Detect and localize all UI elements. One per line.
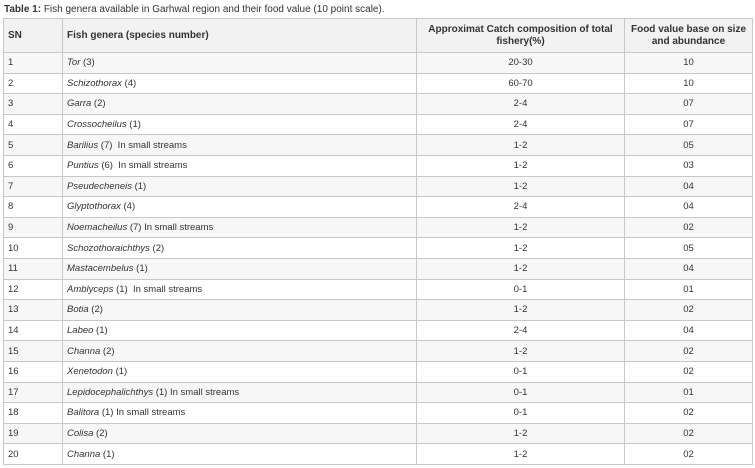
- header-catch-composition: Approximat Catch composition of total fishery(%): [417, 19, 625, 53]
- species-count: (1): [93, 325, 108, 337]
- cell-sn: 4: [4, 114, 63, 135]
- species-count: (1): [126, 119, 141, 131]
- cell-sn: 16: [4, 361, 63, 382]
- cell-fish-genus: [63, 361, 417, 382]
- cell-fish-genus: [63, 403, 417, 424]
- cell-catch-composition: 1-2: [417, 176, 625, 197]
- genus-name: Channa: [67, 345, 101, 357]
- cell-sn: 15: [4, 341, 63, 362]
- cell-fish-genus: [63, 238, 417, 259]
- species-count: (1): [133, 263, 148, 275]
- genus-name: Mastacembelus: [67, 263, 134, 275]
- table-row: [4, 238, 753, 259]
- cell-food-value: 01: [625, 382, 753, 403]
- genus-name: Xenetodon: [67, 366, 113, 378]
- cell-catch-composition: 1-2: [417, 341, 625, 362]
- table-row: [4, 73, 753, 94]
- cell-food-value: 02: [625, 444, 753, 465]
- cell-fish-genus: [63, 423, 417, 444]
- genus-name: Barilius: [67, 139, 99, 151]
- cell-catch-composition: 20-30: [417, 53, 625, 74]
- cell-food-value: 10: [625, 53, 753, 74]
- table-row: [4, 444, 753, 465]
- table-row: [4, 258, 753, 279]
- table-caption: [4, 3, 385, 16]
- cell-catch-composition: 2-4: [417, 197, 625, 218]
- cell-catch-composition: 1-2: [417, 217, 625, 238]
- species-count: (3): [80, 57, 95, 69]
- habitat-note: In small streams: [167, 386, 240, 398]
- cell-sn: 2: [4, 73, 63, 94]
- species-count: (1): [100, 448, 115, 460]
- species-count: (2): [91, 98, 106, 110]
- species-count: (1): [131, 180, 147, 192]
- species-count: (4): [121, 77, 137, 89]
- header-food-value: Food value base on size and abundance: [625, 19, 753, 53]
- species-count: (2): [88, 304, 103, 316]
- cell-food-value: 02: [625, 403, 753, 424]
- table-row: [4, 320, 753, 341]
- table-row: [4, 300, 753, 321]
- cell-catch-composition: 1-2: [417, 238, 625, 259]
- cell-sn: 17: [4, 382, 63, 403]
- cell-fish-genus: [63, 444, 417, 465]
- table-row: [4, 155, 753, 176]
- cell-sn: 18: [4, 403, 63, 424]
- cell-sn: 9: [4, 217, 63, 238]
- species-count: (7): [98, 139, 113, 151]
- genus-name: Amblyceps: [67, 283, 114, 295]
- cell-fish-genus: [63, 73, 417, 94]
- cell-catch-composition: 1-2: [417, 444, 625, 465]
- cell-catch-composition: 1-2: [417, 423, 625, 444]
- cell-food-value: 07: [625, 114, 753, 135]
- cell-food-value: 03: [625, 155, 753, 176]
- cell-fish-genus: [63, 382, 417, 403]
- cell-food-value: 04: [625, 197, 753, 218]
- species-count: (2): [93, 427, 108, 439]
- cell-food-value: 07: [625, 94, 753, 115]
- table-row: [4, 217, 753, 238]
- genus-name: Labeo: [67, 325, 94, 337]
- header-sn: SN: [4, 19, 63, 53]
- cell-sn: 19: [4, 423, 63, 444]
- cell-catch-composition: 0-1: [417, 279, 625, 300]
- genus-name: Noemacheilus: [67, 222, 128, 234]
- habitat-note: In small streams: [112, 139, 187, 151]
- cell-fish-genus: [63, 53, 417, 74]
- genus-name: Glyptothorax: [67, 201, 121, 213]
- table-row: [4, 279, 753, 300]
- cell-food-value: 05: [625, 135, 753, 156]
- cell-food-value: 10: [625, 73, 753, 94]
- habitat-note: In small streams: [112, 160, 188, 172]
- species-count: (2): [149, 242, 165, 254]
- genus-name: Colisa: [67, 427, 94, 439]
- species-count: (1): [99, 407, 114, 419]
- species-count: (7): [127, 222, 142, 234]
- genus-name: Balitora: [67, 407, 100, 419]
- cell-food-value: 02: [625, 300, 753, 321]
- habitat-note: In small streams: [141, 222, 214, 234]
- genus-name: Tor: [67, 57, 81, 69]
- cell-sn: 3: [4, 94, 63, 115]
- header-fish-genera: Fish genera (species number): [63, 19, 417, 53]
- cell-sn: 5: [4, 135, 63, 156]
- table-row: [4, 361, 753, 382]
- cell-food-value: 04: [625, 176, 753, 197]
- cell-fish-genus: [63, 217, 417, 238]
- table-row: [4, 197, 753, 218]
- cell-fish-genus: [63, 320, 417, 341]
- species-count: (6): [98, 160, 113, 172]
- cell-fish-genus: [63, 258, 417, 279]
- cell-catch-composition: 2-4: [417, 320, 625, 341]
- genus-name: Schozothoraichthys: [67, 242, 150, 254]
- cell-sn: 8: [4, 197, 63, 218]
- genus-name: Garra: [67, 98, 92, 110]
- cell-catch-composition: 1-2: [417, 258, 625, 279]
- cell-fish-genus: [63, 300, 417, 321]
- cell-sn: 10: [4, 238, 63, 259]
- table-caption-text: Fish genera available in Garhwal region and their food value (10 point scale).: [41, 4, 385, 15]
- genus-name: Crossocheilus: [67, 119, 127, 131]
- cell-fish-genus: [63, 94, 417, 115]
- habitat-note: In small streams: [113, 407, 186, 419]
- cell-catch-composition: 0-1: [417, 403, 625, 424]
- genus-name: Schizothorax: [67, 77, 122, 89]
- cell-food-value: 02: [625, 361, 753, 382]
- cell-catch-composition: 1-2: [417, 155, 625, 176]
- cell-catch-composition: 60-70: [417, 73, 625, 94]
- table-row: [4, 176, 753, 197]
- fish-genera-table: [3, 18, 753, 465]
- table-row: [4, 94, 753, 115]
- species-count: (4): [120, 201, 136, 213]
- table-row: [4, 403, 753, 424]
- table-header-row: [4, 19, 753, 53]
- cell-sn: 7: [4, 176, 63, 197]
- table-row: [4, 341, 753, 362]
- genus-name: Puntius: [67, 160, 99, 172]
- cell-fish-genus: [63, 155, 417, 176]
- species-count: (1): [153, 386, 168, 398]
- cell-sn: 12: [4, 279, 63, 300]
- cell-sn: 1: [4, 53, 63, 74]
- table-row: [4, 114, 753, 135]
- table-body: [4, 53, 753, 465]
- cell-sn: 13: [4, 300, 63, 321]
- genus-name: Pseudecheneis: [67, 180, 132, 192]
- cell-sn: 20: [4, 444, 63, 465]
- cell-food-value: 02: [625, 217, 753, 238]
- genus-name: Channa: [67, 448, 101, 460]
- table-row: [4, 382, 753, 403]
- cell-food-value: 05: [625, 238, 753, 259]
- cell-catch-composition: 2-4: [417, 114, 625, 135]
- cell-fish-genus: [63, 135, 417, 156]
- table-caption-label: Table 1:: [4, 4, 42, 15]
- cell-food-value: 01: [625, 279, 753, 300]
- cell-sn: 6: [4, 155, 63, 176]
- cell-catch-composition: 2-4: [417, 94, 625, 115]
- cell-food-value: 02: [625, 341, 753, 362]
- cell-food-value: 02: [625, 423, 753, 444]
- cell-catch-composition: 0-1: [417, 382, 625, 403]
- cell-fish-genus: [63, 176, 417, 197]
- species-count: (2): [100, 345, 115, 357]
- cell-catch-composition: 0-1: [417, 361, 625, 382]
- table-row: [4, 423, 753, 444]
- cell-sn: 14: [4, 320, 63, 341]
- cell-food-value: 04: [625, 258, 753, 279]
- species-count: (1): [112, 366, 128, 378]
- cell-fish-genus: [63, 341, 417, 362]
- habitat-note: In small streams: [127, 283, 203, 295]
- cell-fish-genus: [63, 197, 417, 218]
- cell-catch-composition: 1-2: [417, 300, 625, 321]
- genus-name: Botia: [67, 304, 89, 316]
- cell-catch-composition: 1-2: [417, 135, 625, 156]
- genus-name: Lepidocephalichthys: [67, 386, 154, 398]
- cell-sn: 11: [4, 258, 63, 279]
- cell-fish-genus: [63, 114, 417, 135]
- table-row: [4, 135, 753, 156]
- table-row: [4, 53, 753, 74]
- species-count: (1): [113, 283, 128, 295]
- cell-food-value: 04: [625, 320, 753, 341]
- cell-fish-genus: [63, 279, 417, 300]
